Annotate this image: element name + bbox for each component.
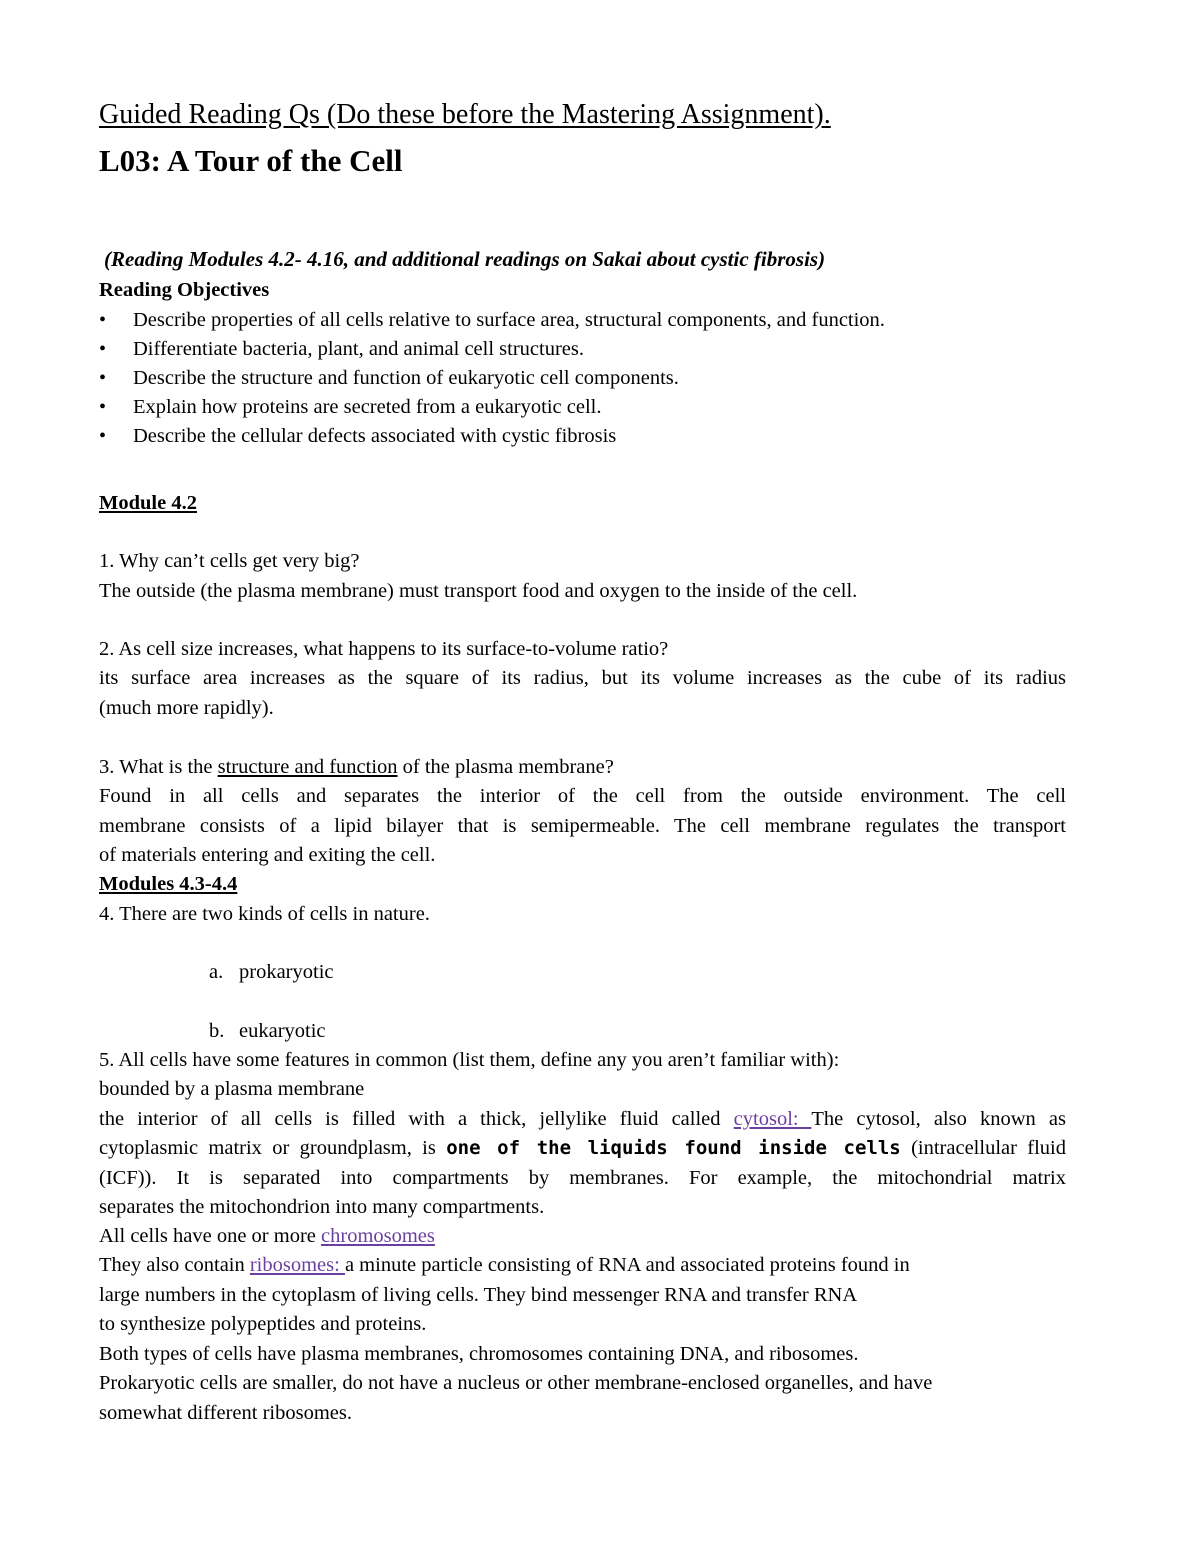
objectives-heading: Reading Objectives	[99, 279, 270, 301]
question-4: 4. There are two kinds of cells in nature.	[99, 903, 430, 925]
answer-1: The outside (the plasma membrane) must transport food and oxygen to the inside of the cell.	[99, 580, 858, 602]
answer-3-line: Found in all cells and separates the interior of the cell from the outside environment. The cell	[99, 785, 1066, 807]
lesson-title: L03: A Tour of the Cell	[99, 143, 403, 178]
answer-5-line: cytoplasmic matrix or groundplasm, is one of the liquids found inside cells (intracellular fluid	[99, 1137, 1067, 1159]
modules-4-3-4-4-heading: Modules 4.3-4.4	[99, 873, 238, 895]
bullet-icon: •	[99, 367, 107, 389]
underlined-phrase: structure and function	[217, 756, 398, 778]
answer-5-line: bounded by a plasma membrane	[99, 1078, 365, 1100]
answer-2-line: its surface area increases as the square of its radius, but its volume increases as the cube of its radius	[99, 667, 1066, 689]
list-item-b: b. eukaryotic	[209, 1020, 326, 1042]
answer-5-line: the interior of all cells is filled with a thick, jellylike fluid called cytosol: The cytosol, also known as	[99, 1108, 1067, 1130]
answer-5-line: (ICF)). It is separated into compartments by membranes. For example, the mitochondrial matrix	[99, 1167, 1066, 1189]
answer-3-line: membrane consists of a lipid bilayer that is semipermeable. The cell membrane regulates the transport	[99, 815, 1066, 837]
answer-5-line: large numbers in the cytoplasm of living cells. They bind messenger RNA and transfer RNA	[99, 1284, 858, 1306]
answer-2-line: (much more rapidly).	[99, 697, 274, 719]
module-4-2-heading: Module 4.2	[99, 492, 197, 514]
cytosol-link[interactable]: cytosol:	[733, 1108, 812, 1130]
reading-note: (Reading Modules 4.2- 4.16, and additional readings on Sakai about cystic fibrosis)	[104, 247, 826, 271]
bullet-icon: •	[99, 396, 107, 418]
guided-reading-title: Guided Reading Qs (Do these before the Mastering Assignment).	[99, 99, 831, 130]
question-5: 5. All cells have some features in common (list them, define any you aren’t familiar with):	[99, 1049, 840, 1071]
ribosomes-link[interactable]: ribosomes:	[249, 1254, 345, 1276]
answer-5-line: Prokaryotic cells are smaller, do not have a nucleus or other membrane-enclosed organelles, and have	[99, 1372, 933, 1394]
bullet-icon: •	[99, 338, 107, 360]
answer-5-line: somewhat different ribosomes.	[99, 1402, 352, 1424]
bullet-icon: •	[99, 425, 107, 447]
answer-3-line: of materials entering and exiting the cell.	[99, 844, 436, 866]
answer-5-line: All cells have one or more chromosomes	[99, 1225, 435, 1247]
answer-5-line: separates the mitochondrion into many compartments.	[99, 1196, 545, 1218]
chromosomes-link[interactable]: chromosomes	[321, 1225, 435, 1247]
list-item-a: a. prokaryotic	[209, 961, 334, 983]
answer-5-line: They also contain ribosomes: a minute particle consisting of RNA and associated proteins found in	[99, 1254, 910, 1276]
answer-5-line: Both types of cells have plasma membranes, chromosomes containing DNA, and ribosomes.	[99, 1343, 859, 1365]
question-1: 1. Why can’t cells get very big?	[99, 550, 360, 572]
question-2: 2. As cell size increases, what happens to its surface-to-volume ratio?	[99, 638, 669, 660]
bullet-icon: •	[99, 309, 107, 331]
question-3: 3. What is the structure and function of the plasma membrane?	[99, 756, 614, 778]
answer-5-line: to synthesize polypeptides and proteins.	[99, 1313, 427, 1335]
